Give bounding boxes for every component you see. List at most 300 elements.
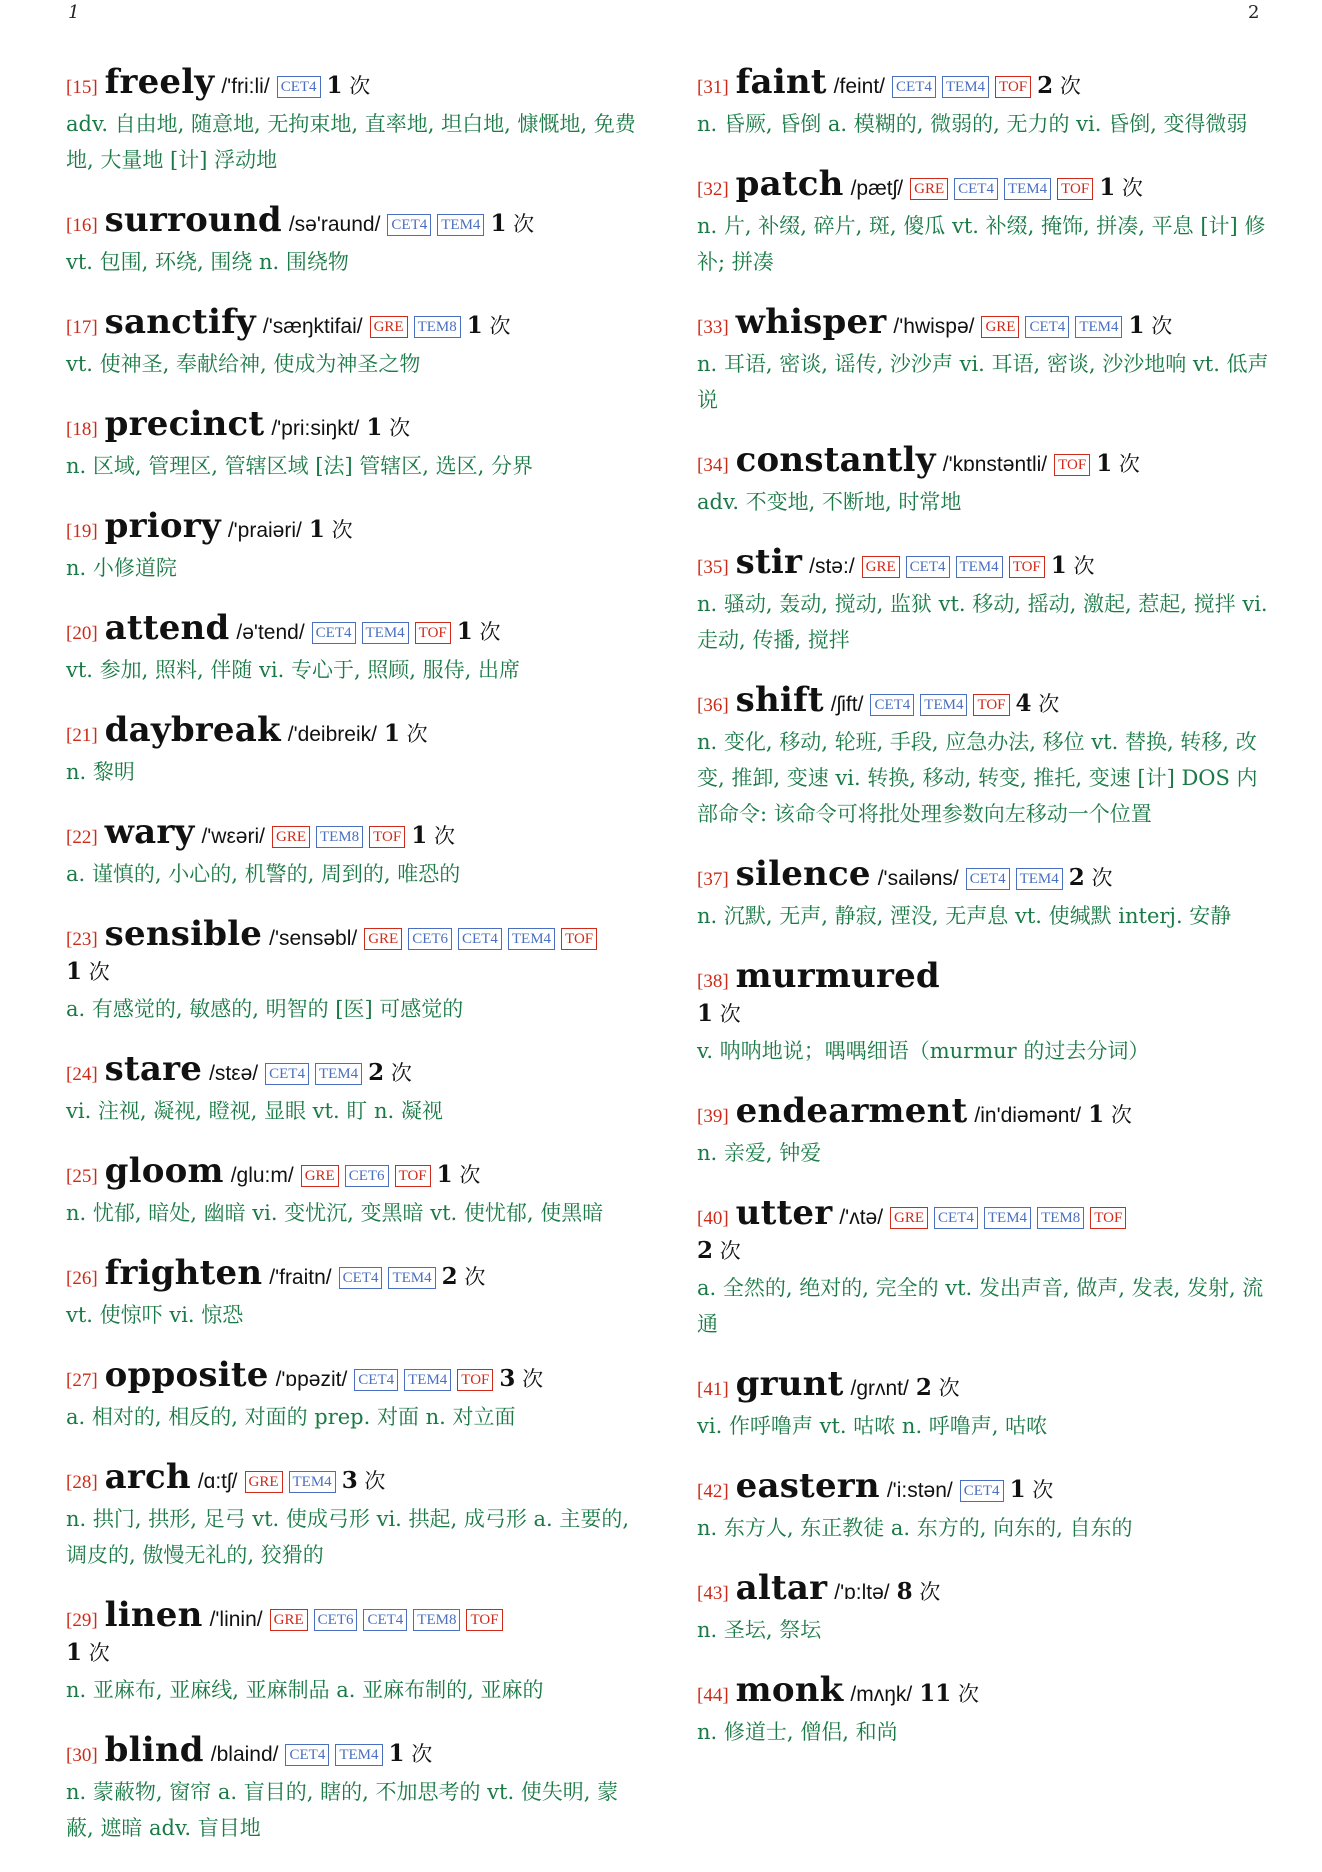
vocab-entry: [66, 302, 641, 382]
vocab-entry: [697, 1091, 1270, 1171]
exam-tag-badge: TEM4: [956, 556, 1003, 578]
exam-tag-badge: CET4: [277, 76, 321, 98]
exam-tag-badge: TEM8: [414, 316, 461, 338]
entry-word: faint: [735, 62, 827, 102]
entry-index: [27]: [66, 1370, 98, 1391]
entry-index: [26]: [66, 1268, 98, 1289]
entry-headline: [697, 1193, 1270, 1268]
exam-tag-badge: TEM4: [508, 928, 555, 950]
entry-frequency: [366, 416, 410, 440]
vocab-entry: [697, 1670, 1270, 1750]
frequency-count: 1: [1009, 1476, 1026, 1503]
exam-tag-badge: TOF: [1090, 1207, 1126, 1229]
exam-tag-badge: CET4: [265, 1063, 309, 1085]
exam-tag-badge: TOF: [973, 694, 1009, 716]
exam-tag-badge: TEM4: [920, 694, 967, 716]
frequency-unit: 次: [1032, 1478, 1054, 1502]
entry-index: [18]: [66, 419, 98, 440]
exam-tag-badge: TEM4: [388, 1267, 435, 1289]
vocab-entry: [697, 164, 1270, 280]
entry-phonetic: /'ɒpəzit/: [275, 1368, 348, 1391]
entry-word: eastern: [735, 1466, 880, 1506]
vocab-entry: [66, 1049, 641, 1129]
frequency-count: 1: [490, 210, 507, 237]
entry-headline: [66, 1730, 641, 1772]
frequency-unit: 次: [406, 722, 428, 746]
vocab-entry: [697, 302, 1270, 418]
vocab-entry: [697, 956, 1270, 1069]
frequency-unit: 次: [938, 1376, 960, 1400]
exam-tag-badge: TEM4: [315, 1063, 362, 1085]
entry-headline: [66, 302, 641, 344]
exam-tag-badge: CET4: [458, 928, 502, 950]
frequency-count: 1: [1128, 312, 1145, 339]
exam-tag-badge: TOF: [1054, 454, 1090, 476]
entry-frequency: [442, 1265, 486, 1289]
entry-frequency: [916, 1376, 960, 1400]
entry-word: linen: [104, 1595, 203, 1635]
entry-phonetic: /stεə/: [209, 1062, 259, 1085]
entry-phonetic: /'sailəns/: [877, 867, 959, 890]
exam-tag-badge: TOF: [457, 1369, 493, 1391]
frequency-count: 1: [66, 1639, 83, 1666]
exam-tag-badge: CET4: [312, 622, 356, 644]
exam-tag-badge: TEM4: [942, 76, 989, 98]
vocab-entry: [697, 62, 1270, 142]
entry-frequency: [368, 1061, 412, 1085]
entry-index: [25]: [66, 1166, 98, 1187]
vocab-entry: [66, 812, 641, 892]
entry-headline: [697, 1670, 1270, 1712]
entry-word: freely: [104, 62, 215, 102]
entry-headline: [697, 440, 1270, 482]
entry-index: [20]: [66, 623, 98, 644]
entry-word: grunt: [735, 1364, 844, 1404]
entry-definition: vt. 包围, 环绕, 围绕 n. 围绕物: [66, 250, 349, 274]
entry-definition: adv. 自由地, 随意地, 无拘束地, 直率地, 坦白地, 慷慨地, 免费地, 大量地 [计] 浮动地: [66, 112, 636, 172]
exam-tag-badge: GRE: [301, 1165, 339, 1187]
entry-word: constantly: [735, 440, 936, 480]
vocab-entry: [66, 1253, 641, 1333]
entry-index: [37]: [697, 869, 729, 890]
entry-index: [40]: [697, 1208, 729, 1229]
entry-phonetic: /ʃift/: [830, 693, 864, 716]
entry-definition: n. 片, 补缀, 碎片, 斑, 傻瓜 vt. 补缀, 掩饰, 拼凑, 平息 [计] 修补; 拼凑: [697, 214, 1266, 274]
entry-headline: [697, 1091, 1270, 1133]
frequency-unit: 次: [1121, 176, 1143, 200]
entry-phonetic: /'hwispə/: [893, 315, 975, 338]
entry-definition: v. 呐呐地说；喁喁细语（murmur 的过去分词）: [697, 1039, 1150, 1063]
entry-phonetic: /feint/: [833, 75, 886, 98]
entry-frequency: [1099, 176, 1143, 200]
entry-frequency: [342, 1469, 386, 1493]
page-number-right: 2: [1248, 2, 1260, 23]
frequency-unit: 次: [464, 1265, 486, 1289]
entry-definition: n. 圣坛, 祭坛: [697, 1618, 822, 1642]
frequency-count: 1: [66, 958, 83, 985]
entry-phonetic: /grʌnt/: [850, 1377, 909, 1400]
entry-frequency: [66, 960, 110, 984]
entry-index: [19]: [66, 521, 98, 542]
exam-tag-badge: CET4: [960, 1480, 1004, 1502]
entry-index: [38]: [697, 971, 729, 992]
frequency-count: 2: [697, 1237, 714, 1264]
frequency-unit: 次: [390, 1061, 412, 1085]
entry-definition: n. 昏厥, 昏倒 a. 模糊的, 微弱的, 无力的 vi. 昏倒, 变得微弱: [697, 112, 1248, 136]
entry-phonetic: /'wεəri/: [201, 825, 265, 848]
entry-phonetic: /pætʃ/: [850, 177, 904, 200]
entry-word: whisper: [735, 302, 887, 342]
exam-tag-badge: CET6: [408, 928, 452, 950]
entry-phonetic: /blaind/: [210, 1743, 279, 1766]
entry-definition: n. 拱门, 拱形, 足弓 vt. 使成弓形 vi. 拱起, 成弓形 a. 主要的, 调皮的, 傲慢无礼的, 狡猾的: [66, 1507, 630, 1567]
frequency-count: 1: [466, 312, 483, 339]
frequency-unit: 次: [513, 212, 535, 236]
vocab-entry: [697, 440, 1270, 520]
exam-tag-badge: TEM4: [1075, 316, 1122, 338]
entry-headline: [66, 1049, 641, 1091]
vocab-entry: [697, 854, 1270, 934]
entry-headline: [697, 62, 1270, 104]
exam-tag-badge: TEM4: [404, 1369, 451, 1391]
entry-phonetic: /ɑ:tʃ/: [197, 1470, 238, 1493]
entry-frequency: [1010, 1478, 1054, 1502]
entry-headline: [66, 404, 641, 446]
entry-frequency: [697, 1002, 741, 1026]
entry-word: altar: [735, 1568, 828, 1608]
exam-tag-badge: GRE: [981, 316, 1019, 338]
exam-tag-badge: GRE: [890, 1207, 928, 1229]
vocab-entry: [66, 914, 641, 1027]
entry-frequency: [411, 824, 455, 848]
entry-definition: vt. 参加, 照料, 伴随 vi. 专心于, 照顾, 服侍, 出席: [66, 658, 521, 682]
entry-definition: a. 相对的, 相反的, 对面的 prep. 对面 n. 对立面: [66, 1405, 516, 1429]
exam-tag-badge: TOF: [561, 928, 597, 950]
entry-index: [34]: [697, 455, 729, 476]
frequency-count: 1: [388, 1740, 405, 1767]
entry-frequency: [389, 1742, 433, 1766]
frequency-unit: 次: [1059, 74, 1081, 98]
entry-headline: [697, 1364, 1270, 1406]
entry-index: [41]: [697, 1379, 729, 1400]
entry-definition: vi. 作呼噜声 vt. 咕哝 n. 呼噜声, 咕哝: [697, 1414, 1048, 1438]
frequency-unit: 次: [957, 1682, 979, 1706]
exam-tag-badge: GRE: [370, 316, 408, 338]
frequency-count: 1: [1088, 1101, 1105, 1128]
entry-index: [35]: [697, 557, 729, 578]
entry-word: wary: [104, 812, 195, 852]
exam-tag-badge: CET4: [954, 178, 998, 200]
entry-index: [33]: [697, 317, 729, 338]
frequency-count: 1: [456, 618, 473, 645]
exam-tag-badge: TOF: [1057, 178, 1093, 200]
entry-index: [29]: [66, 1610, 98, 1631]
entry-phonetic: /in'diəmənt/: [974, 1104, 1082, 1127]
exam-tag-badge: TOF: [369, 826, 405, 848]
exam-tag-badge: TEM4: [1016, 868, 1063, 890]
exam-tag-badge: TOF: [995, 76, 1031, 98]
frequency-unit: 次: [919, 1580, 941, 1604]
frequency-unit: 次: [88, 960, 110, 984]
entry-phonetic: /'deibreik/: [287, 723, 377, 746]
exam-tag-badge: CET4: [966, 868, 1010, 890]
entry-word: silence: [735, 854, 871, 894]
entry-frequency: [327, 74, 371, 98]
frequency-count: 2: [441, 1263, 458, 1290]
exam-tag-badge: TEM8: [1037, 1207, 1084, 1229]
exam-tag-badge: TEM8: [413, 1609, 460, 1631]
entry-definition: vt. 使惊吓 vi. 惊恐: [66, 1303, 244, 1327]
entry-definition: vt. 使神圣, 奉献给神, 使成为神圣之物: [66, 352, 421, 376]
frequency-count: 3: [499, 1365, 516, 1392]
entry-phonetic: /'fraitn/: [269, 1266, 332, 1289]
exam-tag-badge: CET4: [870, 694, 914, 716]
vocab-entry: [66, 1355, 641, 1435]
vocab-entry: [66, 200, 641, 280]
entry-definition: n. 黎明: [66, 760, 135, 784]
entry-headline: [66, 506, 641, 548]
entry-phonetic: /glu:m/: [230, 1164, 294, 1187]
vocab-entry: [697, 1364, 1270, 1444]
entry-index: [42]: [697, 1481, 729, 1502]
exam-tag-badge: GRE: [364, 928, 402, 950]
vocab-entry: [697, 542, 1270, 658]
entry-phonetic: /'linin/: [209, 1608, 263, 1631]
entry-phonetic: /'pri:siŋkt/: [271, 417, 360, 440]
entry-frequency: [1016, 692, 1060, 716]
entry-word: blind: [104, 1730, 204, 1770]
entry-headline: [66, 1457, 641, 1499]
entry-headline: [66, 914, 641, 989]
frequency-count: 2: [1068, 864, 1085, 891]
frequency-count: 1: [1050, 552, 1067, 579]
entry-index: [15]: [66, 77, 98, 98]
exam-tag-badge: TOF: [415, 622, 451, 644]
entry-headline: [66, 1151, 641, 1193]
entry-word: sanctify: [104, 302, 256, 342]
entry-definition: n. 沉默, 无声, 静寂, 湮没, 无声息 vt. 使缄默 interj. 安静: [697, 904, 1232, 928]
entry-phonetic: /'i:stən/: [886, 1479, 953, 1502]
entry-definition: n. 骚动, 轰动, 搅动, 监狱 vt. 移动, 摇动, 激起, 惹起, 搅拌 vi. 走动, 传播, 搅拌: [697, 592, 1268, 652]
exam-tag-badge: TOF: [1009, 556, 1045, 578]
entry-definition: a. 有感觉的, 敏感的, 明智的 [医] 可感觉的: [66, 997, 464, 1021]
vocab-entry: [66, 608, 641, 688]
entry-headline: [697, 854, 1270, 896]
frequency-count: 3: [341, 1467, 358, 1494]
exam-tag-badge: CET4: [285, 1744, 329, 1766]
entry-phonetic: /'praiəri/: [227, 519, 302, 542]
frequency-count: 2: [915, 1374, 932, 1401]
left-column: [66, 62, 641, 1872]
exam-tag-badge: GRE: [862, 556, 900, 578]
exam-tag-badge: GRE: [272, 826, 310, 848]
entry-index: [32]: [697, 179, 729, 200]
exam-tag-badge: CET4: [387, 214, 431, 236]
entry-frequency: [499, 1367, 543, 1391]
frequency-unit: 次: [719, 1002, 741, 1026]
exam-tag-badge: CET4: [354, 1369, 398, 1391]
exam-tag-badge: TOF: [466, 1609, 502, 1631]
entry-word: daybreak: [104, 710, 281, 750]
exam-tag-badge: TEM4: [362, 622, 409, 644]
entry-definition: a. 全然的, 绝对的, 完全的 vt. 发出声音, 做声, 发表, 发射, 流通: [697, 1276, 1264, 1336]
exam-tag-badge: TEM8: [316, 826, 363, 848]
entry-index: [44]: [697, 1685, 729, 1706]
entry-phonetic: /ə'tend/: [236, 621, 305, 644]
exam-tag-badge: CET4: [934, 1207, 978, 1229]
vocab-entry: [66, 62, 641, 178]
exam-tag-badge: CET6: [314, 1609, 358, 1631]
vocab-entry: [66, 1595, 641, 1708]
frequency-count: 8: [896, 1578, 913, 1605]
entry-headline: [66, 1355, 641, 1397]
entry-word: precinct: [104, 404, 265, 444]
entry-word: attend: [104, 608, 230, 648]
frequency-count: 1: [697, 1000, 714, 1027]
vocab-entry: [697, 1466, 1270, 1546]
entry-frequency: [384, 722, 428, 746]
entry-definition: n. 亲爱, 钟爱: [697, 1141, 822, 1165]
entry-index: [36]: [697, 695, 729, 716]
entry-phonetic: /sə'raund/: [288, 213, 381, 236]
entry-definition: n. 区域, 管理区, 管辖区域 [法] 管辖区, 选区, 分界: [66, 454, 534, 478]
frequency-count: 1: [366, 414, 383, 441]
exam-tag-badge: TEM4: [289, 1471, 336, 1493]
entry-headline: [66, 1595, 641, 1670]
vocab-entry: [66, 1457, 641, 1573]
entry-definition: n. 忧郁, 暗处, 幽暗 vi. 变忧沉, 变黑暗 vt. 使忧郁, 使黑暗: [66, 1201, 604, 1225]
frequency-unit: 次: [1110, 1103, 1132, 1127]
entry-word: opposite: [104, 1355, 269, 1395]
entry-word: arch: [104, 1457, 191, 1497]
vocab-entry: [66, 1730, 641, 1846]
frequency-unit: 次: [411, 1742, 433, 1766]
entry-frequency: [1128, 314, 1172, 338]
frequency-count: 1: [383, 720, 400, 747]
entry-headline: [697, 542, 1270, 584]
entry-headline: [697, 164, 1270, 206]
entry-frequency: [1096, 452, 1140, 476]
frequency-unit: 次: [1038, 692, 1060, 716]
exam-tag-badge: TEM4: [335, 1744, 382, 1766]
vocab-entry: [697, 1193, 1270, 1342]
frequency-unit: 次: [349, 74, 371, 98]
frequency-unit: 次: [1151, 314, 1173, 338]
frequency-unit: 次: [88, 1641, 110, 1665]
vocab-entry: [697, 680, 1270, 832]
frequency-count: 1: [326, 72, 343, 99]
exam-tag-badge: TOF: [395, 1165, 431, 1187]
entry-word: monk: [735, 1670, 844, 1710]
frequency-unit: 次: [459, 1163, 481, 1187]
entry-frequency: [66, 1641, 110, 1665]
exam-tag-badge: GRE: [270, 1609, 308, 1631]
entry-word: utter: [735, 1193, 833, 1233]
entry-frequency: [467, 314, 511, 338]
entry-headline: [697, 956, 1270, 1031]
frequency-unit: 次: [1118, 452, 1140, 476]
page-number-left: 1: [68, 2, 80, 23]
entry-word: priory: [104, 506, 221, 546]
exam-tag-badge: GRE: [245, 1471, 283, 1493]
entry-phonetic: /mʌŋk/: [850, 1683, 913, 1706]
frequency-unit: 次: [1073, 554, 1095, 578]
entry-frequency: [437, 1163, 481, 1187]
entry-headline: [66, 1253, 641, 1295]
entry-frequency: [1037, 74, 1081, 98]
frequency-unit: 次: [479, 620, 501, 644]
vocab-entry: [66, 710, 641, 790]
frequency-count: 1: [411, 822, 428, 849]
vocab-entry: [66, 1151, 641, 1231]
entry-headline: [66, 710, 641, 752]
entry-headline: [697, 1466, 1270, 1508]
frequency-unit: 次: [364, 1469, 386, 1493]
exam-tag-badge: CET4: [1025, 316, 1069, 338]
entry-definition: n. 东方人, 东正教徒 a. 东方的, 向东的, 自东的: [697, 1516, 1133, 1540]
frequency-unit: 次: [719, 1239, 741, 1263]
vocab-entry: [66, 404, 641, 484]
entry-index: [30]: [66, 1745, 98, 1766]
entry-word: patch: [735, 164, 844, 204]
entry-definition: adv. 不变地, 不断地, 时常地: [697, 490, 962, 514]
entry-index: [16]: [66, 215, 98, 236]
right-column: [697, 62, 1270, 1776]
entry-index: [31]: [697, 77, 729, 98]
entry-index: [22]: [66, 827, 98, 848]
entry-phonetic: /stə:/: [809, 555, 855, 578]
entry-definition: vi. 注视, 凝视, 瞪视, 显眼 vt. 盯 n. 凝视: [66, 1099, 443, 1123]
entry-word: gloom: [104, 1151, 224, 1191]
exam-tag-badge: TEM4: [1004, 178, 1051, 200]
entry-word: stir: [735, 542, 803, 582]
entry-frequency: [897, 1580, 941, 1604]
entry-phonetic: /'ɒ:ltə/: [834, 1581, 890, 1604]
exam-tag-badge: CET4: [339, 1267, 383, 1289]
entry-word: stare: [104, 1049, 203, 1089]
entry-frequency: [1069, 866, 1113, 890]
entry-headline: [66, 812, 641, 854]
entry-word: frighten: [104, 1253, 263, 1293]
entry-headline: [66, 62, 641, 104]
exam-tag-badge: CET4: [363, 1609, 407, 1631]
entry-headline: [697, 1568, 1270, 1610]
frequency-unit: 次: [1091, 866, 1113, 890]
entry-phonetic: /'fri:li/: [221, 75, 270, 98]
frequency-count: 1: [436, 1161, 453, 1188]
exam-tag-badge: CET4: [906, 556, 950, 578]
frequency-count: 1: [1096, 450, 1113, 477]
entry-definition: n. 变化, 移动, 轮班, 手段, 应急办法, 移位 vt. 替换, 转移, 改变, 推卸, 变速 vi. 转换, 移动, 转变, 推托, 变速 [计] DOS 内部命令: 该命令可将批处理参数向左移动一个位置: [697, 730, 1258, 826]
entry-definition: a. 谨慎的, 小心的, 机警的, 周到的, 唯恐的: [66, 862, 461, 886]
entry-word: sensible: [104, 914, 263, 954]
entry-headline: [66, 200, 641, 242]
frequency-count: 1: [308, 516, 325, 543]
entry-index: [24]: [66, 1064, 98, 1085]
entry-index: [23]: [66, 929, 98, 950]
entry-frequency: [919, 1682, 979, 1706]
entry-phonetic: /'kɒnstəntli/: [942, 453, 1048, 476]
entry-headline: [66, 608, 641, 650]
entry-headline: [697, 680, 1270, 722]
exam-tag-badge: TEM4: [984, 1207, 1031, 1229]
entry-word: surround: [104, 200, 282, 240]
entry-definition: n. 修道士, 僧侣, 和尚: [697, 1720, 898, 1744]
frequency-count: 2: [1037, 72, 1054, 99]
entry-index: [43]: [697, 1583, 729, 1604]
entry-frequency: [490, 212, 534, 236]
frequency-count: 11: [919, 1680, 952, 1707]
